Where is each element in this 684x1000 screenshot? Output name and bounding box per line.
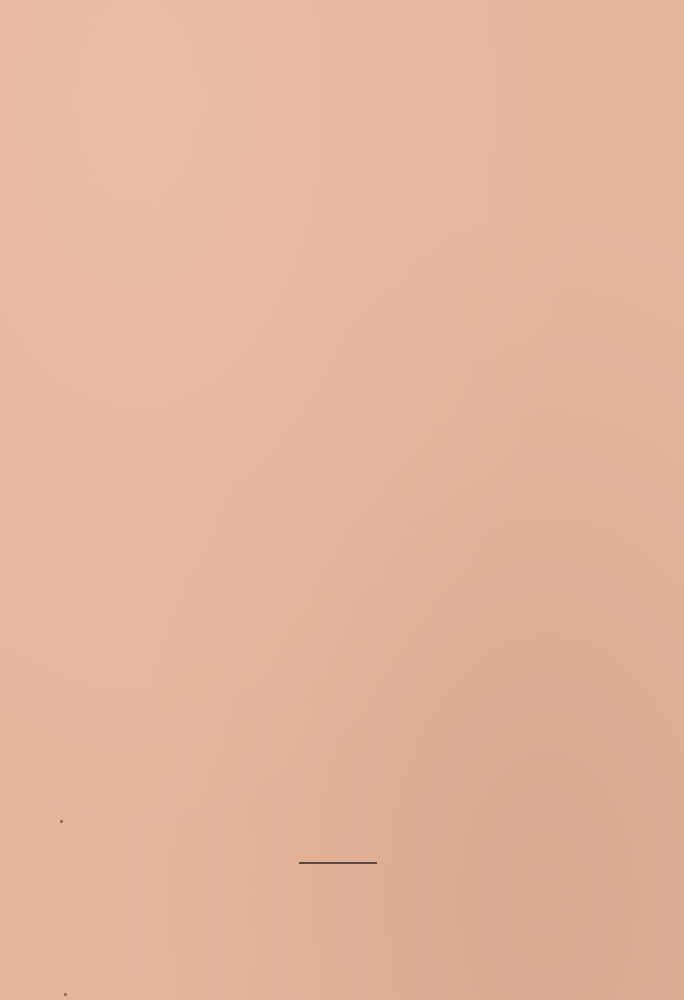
end-rule — [299, 862, 377, 864]
print-speck — [64, 993, 67, 996]
print-speck — [60, 820, 63, 823]
